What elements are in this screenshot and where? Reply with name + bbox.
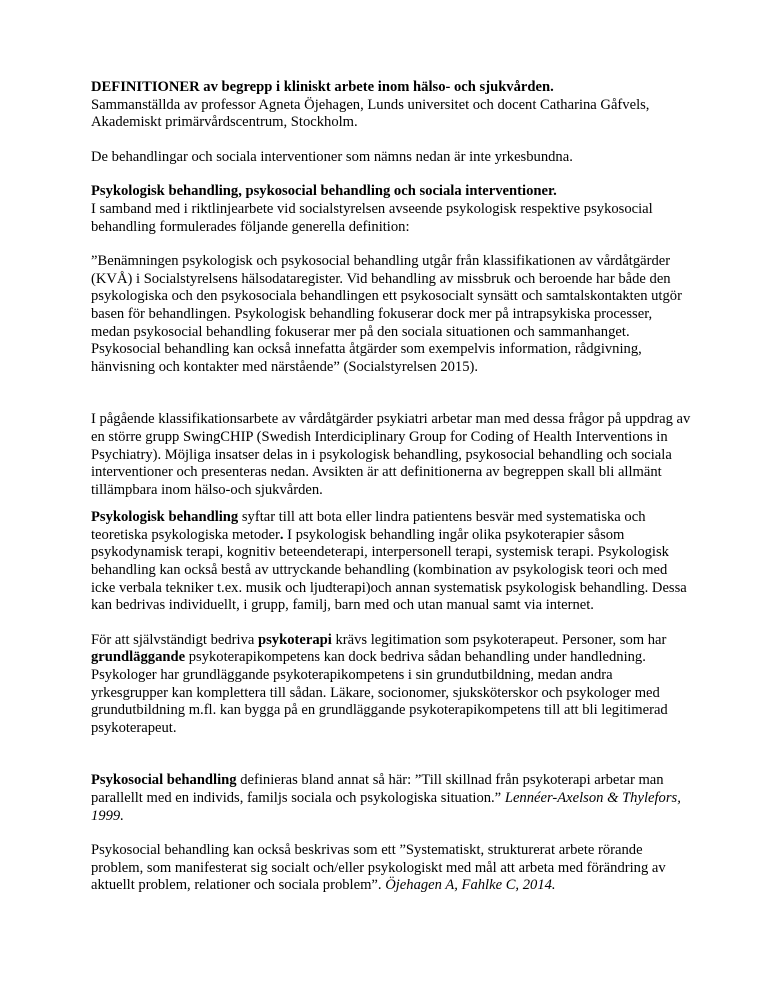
term-psychological-treatment: Psykologisk behandling <box>91 509 239 526</box>
definition-quote: ”Benämningen psykologisk och psykosocial behandling utgår från klassifikationen av vårdåtgärder (KVÅ) i Socialstyrelsens hälsodataregister. Vid behandling av missbruk och beroende har både den psykologiska och den psykosociala behandlingen ett psykosocialt synsätt och samtalskontakten utgör basen för behandlingen. Psykologisk behandling fokuserar dock mer på intrapsykiska processer, medan psykosocial behandling fokuserar mer på den sociala situationen och sammanhanget. Psykosocial behandling kan också innefatta åtgärder som exempelvis information, rådgivning, hänvisning och kontakter med närstående” (Socialstyrelsen 2015). <box>91 253 682 375</box>
document-title: DEFINITIONER av begrepp i kliniskt arbete inom hälso- och sjukvården. <box>91 79 554 95</box>
authors-line: Sammanställda av professor Agneta Öjehagen, Lunds universitet och docent Catharina Gåfvels, Akademiskt primärvårdscentrum, Stockholm. <box>91 96 650 131</box>
term-psychotherapy: psykoterapi <box>258 631 332 648</box>
paragraph-text: I psykologisk behandling ingår olika psykoterapier såsom psykodynamisk terapi, kognitiv beteendeterapi, interpersonell terapi, systemisk terapi. Psykologisk behandling kan också bestå av uttryckande behandling (kombination av psykologisk teori och med icke verbala tekniker t.ex. musik och ljudterapi)och annan systematisk psykologisk behandling. Dessa kan bedrivas individuellt, i grupp, familj, barn med och utan manual samt via internet. <box>91 526 687 614</box>
citation: Lennéer-Axelson & Thylefors, 1999. <box>91 790 681 824</box>
section-heading: Psykologisk behandling, psykosocial behandling och sociala interventioner. <box>91 183 557 200</box>
intro-paragraph: De behandlingar och sociala interventioner som nämns nedan är inte yrkesbundna. <box>91 148 573 165</box>
citation: Öjehagen A, Fahlke C, 2014 <box>385 877 552 894</box>
classification-paragraph: I pågående klassifikationsarbete av vårdåtgärder psykiatri arbetar man med dessa frågor på uppdrag av en större grupp SwingCHIP (Swedish Interdiciplinary Group for Coding of Health Interventions in Psychiatry). Möjliga insatser delas in i psykologisk behandling, psykosocial behandling och sociala interventioner och presenteras nedan. Avsikten är att definitionerna av begreppen skall bli allmänt tillämpbara inom hälso-och sjukvården. <box>91 411 691 498</box>
section-text: I samband med i riktlinjearbete vid socialstyrelsen avseende psykologisk respektive psykosocial behandling formulerades följande generella definition: <box>91 200 653 235</box>
psychosocial-treatment-paragraph <box>91 772 691 825</box>
paragraph-text: psykoterapikompetens kan dock bedriva sådan behandling under handledning. Psykologer har grundläggande psykoterapikompetens i sin grundutbildning, medan andra yrkesgrupper kan komplettera till sådan. Läkare, socionomer, sjuksköterskor och psykologer med grundutbildning m.fl. kan bygga på en grundläggande psykoterapikompetens till att bli legitimerad psykoterapeut. <box>91 649 668 736</box>
term-basic: grundläggande <box>91 649 186 666</box>
document-page <box>91 79 691 895</box>
paragraph-text: Psykosocial behandling kan också beskrivas som ett ”Systematiskt, strukturerat arbete rörande problem, som manifesterat sig socialt och/eller psykologiskt med mål att arbeta med förändring av aktuellt problem, relationer och sociala problem”. <box>91 842 666 894</box>
term-psychosocial-treatment: Psykosocial behandling <box>91 772 237 789</box>
paragraph-text: krävs legitimation som psykoterapeut. Personer, som har <box>331 631 667 648</box>
paragraph-text: syftar till att bota eller lindra patientens besvär med systematiska och teoretiska psykologiska metoder <box>91 509 646 543</box>
psychotherapy-paragraph <box>91 632 691 738</box>
psychological-treatment-paragraph <box>91 509 691 615</box>
section-psychological-social <box>91 183 691 236</box>
paragraph-text: För att självständigt bedriva <box>91 631 258 648</box>
psychosocial-description-paragraph: Psykosocial behandling kan också beskrivas som ett ”Systematiskt, strukturerat arbete rörande problem, som manifesterat sig socialt och/eller psykologiskt med mål att arbeta med förändring av aktuellt problem, relationer och sociala problem”. Öjehagen A, Fahlke C, 2014. <box>91 842 666 894</box>
paragraph-text: definieras bland annat så här: ”Till skillnad från psykoterapi arbetar man parallellt med en individs, familjs sociala och psykologiska situation.” <box>91 772 664 806</box>
bold-period: . <box>279 526 284 543</box>
document-header <box>91 79 691 132</box>
